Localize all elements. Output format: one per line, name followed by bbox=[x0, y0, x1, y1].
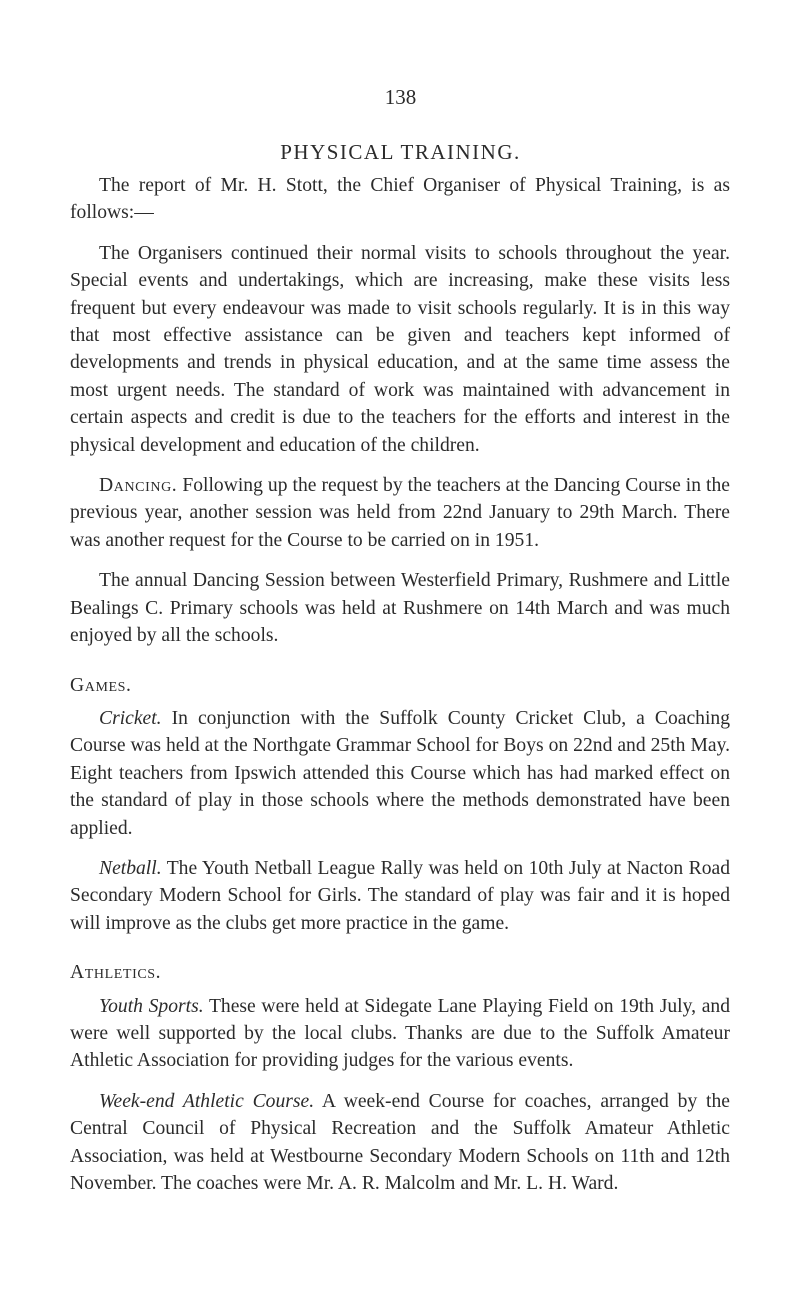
netball-text: The Youth Netball League Rally was held on 10th July at Nacton Road Secondary Modern School for Girls. The standard of play was fair and it is hoped will improve as the clubs get more practice in the game. bbox=[70, 857, 730, 934]
youth-sports-label: Youth Sports. bbox=[99, 995, 204, 1017]
document-body bbox=[70, 172, 730, 1210]
dancing-text: Following up the request by the teachers at the Dancing Course in the previous year, another session was held from 22nd January to 29th March. There was another request for the Course to be carried on in 1951. bbox=[70, 475, 730, 551]
youth-sports-text: These were held at Sidegate Lane Playing Field on 19th July, and were well supported by the local clubs. Thanks are due to the Suffolk Amateur Athletic Association for providing judges for the various events. bbox=[70, 995, 730, 1072]
weekend-course-label: Week-end Athletic Course. bbox=[99, 1090, 315, 1112]
cricket-paragraph bbox=[70, 705, 730, 842]
games-heading: Games. bbox=[70, 674, 132, 696]
cricket-text: In conjunction with the Suffolk County Cricket Club, a Coaching Course was held at the Northgate Grammar School for Boys on 22nd and 25th May. Eight teachers from Ipswich attended this Course which has had marked effect on the standard of play in those schools where the methods demonstrated have been applied. bbox=[70, 707, 730, 839]
weekend-course-paragraph bbox=[70, 1088, 730, 1198]
dancing-heading: Dancing. bbox=[99, 475, 178, 497]
youth-sports-paragraph bbox=[70, 993, 730, 1075]
organisers-paragraph: The Organisers continued their normal visits to schools throughout the year. Special events and undertakings, which are increasing, make these visits less frequent but every endeavour was made to visit schools regularly. It is in this way that most effective assistance can be given and teachers kept informed of developments and trends in physical education, and at the same time assess the most urgent needs. The standard of work was maintained with advancement in certain aspects and credit is due to the teachers for the efforts and interest in the physical development and education of the children. bbox=[70, 242, 730, 456]
netball-label: Netball. bbox=[99, 857, 162, 879]
intro-paragraph: The report of Mr. H. Stott, the Chief Organiser of Physical Training, is as follows:— bbox=[70, 175, 730, 224]
dancing-paragraph bbox=[70, 472, 730, 554]
cricket-label: Cricket. bbox=[99, 707, 162, 729]
weekend-course-text: A week-end Course for coaches, arranged by the Central Council of Physical Recreation and the Suffolk Amateur Athletic Association, was held at Westbourne Secondary Modern Schools on 11th and 12th November. The coaches were Mr. A. R. Malcolm and Mr. L. H. Ward. bbox=[70, 1090, 730, 1194]
dancing-session-paragraph: The annual Dancing Session between Westerfield Primary, Rushmere and Little Bealings C. Primary schools was held at Rushmere on 14th March and was much enjoyed by all the schools. bbox=[70, 570, 730, 647]
page-number: 138 bbox=[384, 85, 417, 109]
netball-paragraph bbox=[70, 855, 730, 937]
page-title: PHYSICAL TRAINING. bbox=[280, 140, 521, 164]
athletics-heading: Athletics. bbox=[70, 962, 162, 984]
